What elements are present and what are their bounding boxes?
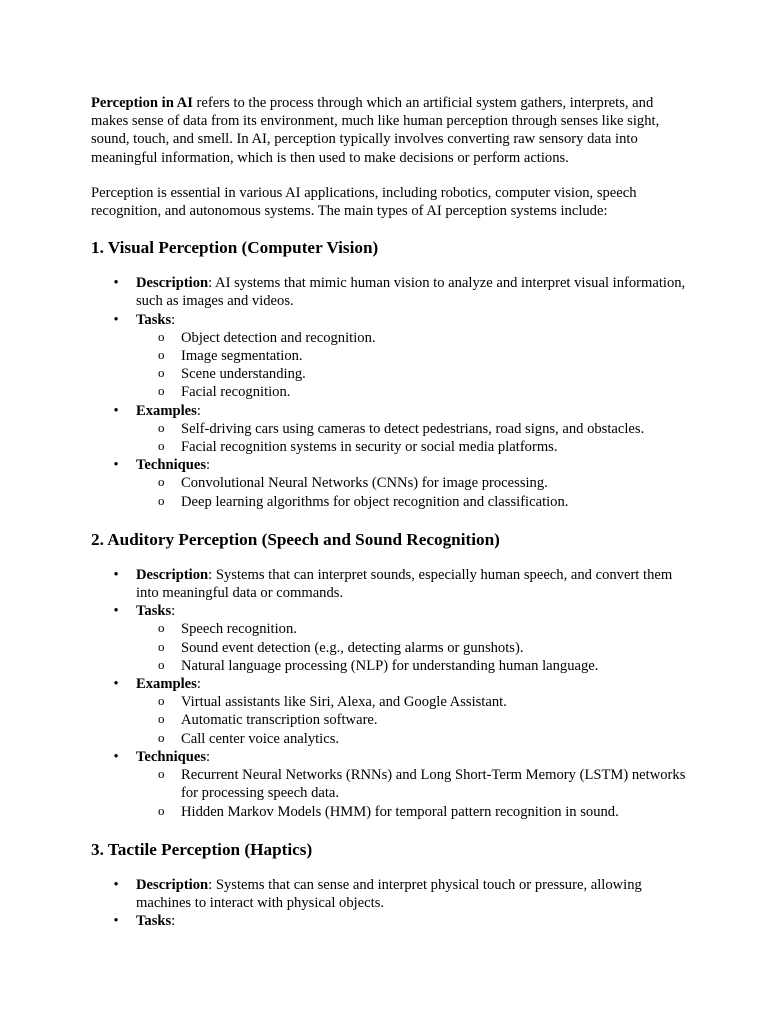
sub-bullet: o [158, 438, 165, 454]
sub-list [136, 474, 687, 510]
section-heading-tactile: 3. Tactile Perception (Haptics) [91, 839, 313, 859]
list-item [113, 402, 687, 457]
list-item [113, 456, 687, 511]
sub-bullet: o [158, 620, 165, 636]
sub-bullet: o [158, 383, 165, 399]
item-label: Examples [136, 676, 197, 693]
colon: : [171, 913, 176, 930]
sub-list-item [158, 638, 687, 657]
sub-item-text: Speech recognition. [181, 621, 297, 638]
sub-list-item [158, 474, 687, 492]
sub-bullet: o [158, 347, 165, 363]
intro-paragraph-2: Perception is essential in various AI applications, including robotics, computer vision, speech recognition, and autonomous systems. The main types of AI perception systems include: [91, 184, 637, 220]
item-text: : Systems that can interpret sounds, especially human speech, and convert them into meaningful data or commands. [136, 566, 673, 602]
section-list-auditory [91, 566, 687, 821]
item-label: Description [136, 876, 209, 893]
sub-list-item [158, 620, 687, 638]
sub-bullet: o [158, 711, 165, 727]
sub-item-text: Virtual assistants like Siri, Alexa, and Google Assistant. [181, 694, 507, 711]
sub-list-item [158, 328, 687, 347]
sub-item-text: Self-driving cars using cameras to detect pedestrians, road signs, and obstacles. [181, 420, 645, 437]
sub-item-text: Convolutional Neural Networks (CNNs) for image processing. [181, 475, 548, 492]
sub-item-text: Image segmentation. [181, 348, 303, 365]
item-label: Techniques [136, 457, 207, 474]
item-label: Techniques [136, 748, 207, 765]
sub-bullet: o [158, 766, 165, 782]
sub-item-text: Object detection and recognition. [181, 329, 376, 346]
bullet: • [113, 457, 119, 474]
list-item [113, 675, 687, 748]
colon: : [206, 748, 211, 765]
sub-item-text: Call center voice analytics. [181, 730, 340, 747]
sub-item-text: Hidden Markov Models (HMM) for temporal pattern recognition in sound. [181, 803, 619, 820]
sub-list [136, 420, 687, 456]
sub-list [136, 620, 687, 675]
sub-list-item [158, 656, 687, 675]
sub-bullet: o [158, 656, 165, 672]
section-heading-auditory: 2. Auditory Perception (Speech and Sound Recognition) [91, 529, 500, 549]
item-label: Description [136, 275, 209, 292]
sub-list-item [158, 766, 687, 802]
bullet: • [113, 603, 119, 620]
item-label: Tasks [136, 603, 172, 620]
list-item [113, 602, 687, 675]
colon: : [196, 676, 201, 693]
sub-list-item [158, 711, 687, 729]
bullet: • [113, 876, 119, 893]
colon: : [171, 311, 176, 328]
list-item [113, 912, 687, 930]
colon: : [171, 603, 176, 620]
list-item [113, 748, 687, 821]
list-item [113, 566, 687, 602]
sub-list-item [158, 693, 687, 711]
sub-list-item [158, 492, 687, 511]
bullet: • [113, 566, 119, 583]
item-label: Description [136, 566, 209, 583]
item-label: Tasks [136, 311, 172, 328]
sub-bullet: o [158, 638, 165, 654]
colon: : [196, 402, 201, 419]
sub-item-text: Facial recognition systems in security or social media platforms. [181, 439, 558, 456]
intro-term: Perception in AI [91, 95, 193, 111]
sub-item-text: Scene understanding. [181, 366, 306, 383]
sub-list-item [158, 365, 687, 383]
intro-paragraph-1 [91, 94, 687, 167]
sub-list-item [158, 383, 687, 401]
sub-list-item [158, 438, 687, 456]
item-text: : Systems that can sense and interpret physical touch or pressure, allowing machines to interact with physical objects. [136, 876, 642, 911]
sub-list [136, 766, 687, 821]
sub-list-item [158, 729, 687, 748]
sub-bullet: o [158, 419, 165, 435]
sub-item-text: Recurrent Neural Networks (RNNs) and Long Short-Term Memory (LSTM) networks for processing speech data. [181, 767, 686, 802]
sub-list-item [158, 419, 687, 438]
item-text: : AI systems that mimic human vision to analyze and interpret visual information, such as images and videos. [136, 275, 686, 310]
sub-bullet: o [158, 693, 165, 709]
document-body [91, 94, 687, 930]
sub-item-text: Natural language processing (NLP) for understanding human language. [181, 657, 599, 674]
sub-bullet: o [158, 492, 165, 508]
item-label: Examples [136, 402, 197, 419]
sub-item-text: Automatic transcription software. [181, 712, 378, 729]
bullet: • [113, 748, 119, 765]
sub-list-item [158, 802, 687, 821]
bullet: • [113, 913, 119, 930]
colon: : [206, 457, 211, 474]
sub-item-text: Facial recognition. [181, 384, 291, 401]
sub-bullet: o [158, 802, 165, 818]
intro-paragraph-1-text: refers to the process through which an artificial system gathers, interprets, and makes sense of data from its environment, much like human perception through senses like sight, sound, touch, and smell. In AI, perception typically involves converting raw sensory data into meaningful information, which is then used to make decisions or perform actions. [91, 95, 660, 166]
sub-bullet: o [158, 729, 165, 745]
sub-list [136, 329, 687, 402]
list-item [113, 876, 687, 912]
bullet: • [113, 676, 119, 693]
bullet: • [113, 275, 119, 292]
section-list-visual [91, 274, 687, 511]
section-heading-visual: 1. Visual Perception (Computer Vision) [91, 238, 379, 258]
sub-list [136, 693, 687, 748]
item-label: Tasks [136, 913, 172, 930]
bullet: • [113, 311, 119, 328]
sub-item-text: Deep learning algorithms for object recognition and classification. [181, 493, 569, 510]
list-item [113, 311, 687, 402]
sub-bullet: o [158, 328, 165, 344]
sub-item-text: Sound event detection (e.g., detecting alarms or gunshots). [181, 639, 524, 656]
sub-bullet: o [158, 365, 165, 381]
list-item [113, 274, 687, 310]
section-list-tactile [91, 876, 687, 931]
sub-bullet: o [158, 474, 165, 490]
sub-list-item [158, 347, 687, 365]
bullet: • [113, 402, 119, 419]
